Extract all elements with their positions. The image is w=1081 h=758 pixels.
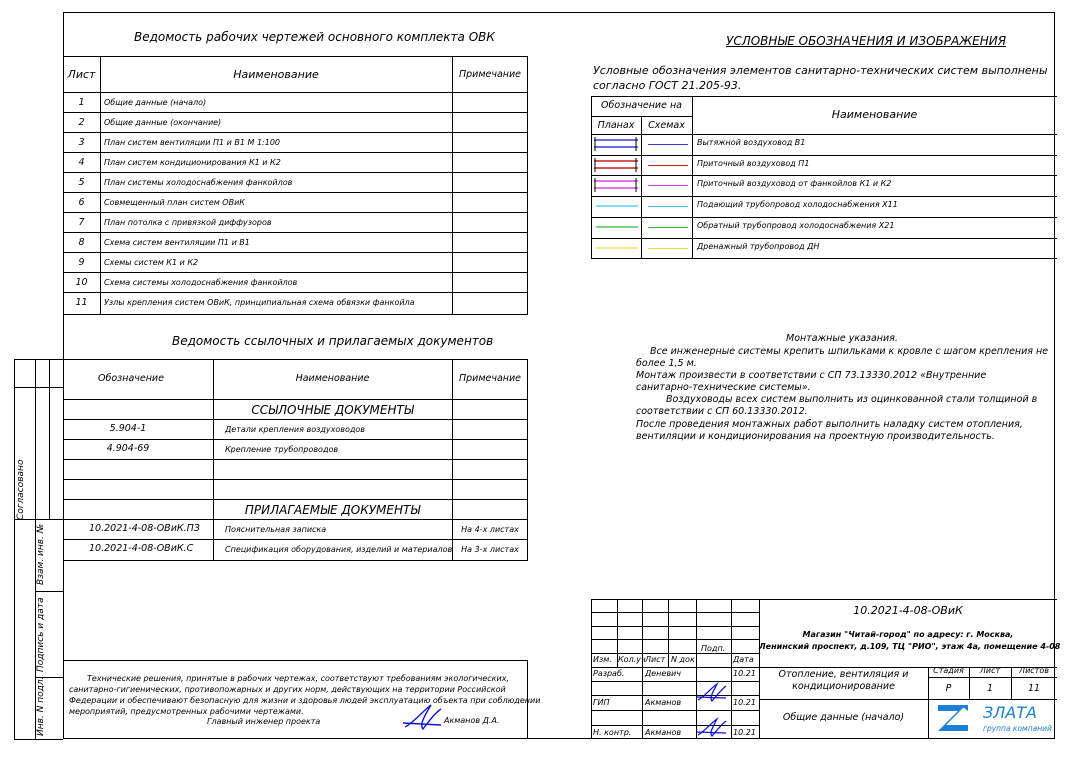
legend-scheme-line <box>648 248 688 249</box>
legend-plan-symbol <box>592 199 640 213</box>
drawing-row-name: План потолка с привязкой диффузоров <box>104 218 272 227</box>
name-developer: Деневич <box>645 669 681 678</box>
drawing-row-sheet: 9 <box>78 257 85 268</box>
drawing-row-name: Общие данные (начало) <box>104 98 207 107</box>
drawing-row-name: Совмещенный план систем ОВиК <box>104 198 245 207</box>
legend-scheme-line <box>648 165 688 166</box>
legend-title: УСЛОВНЫЕ ОБОЗНАЧЕНИЯ И ИЗОБРАЖЕНИЯ <box>726 34 1007 48</box>
name-gip: Акманов <box>645 698 682 707</box>
drawing-row-sheet: 7 <box>78 217 85 228</box>
att-row-note: На 3-х листах <box>461 545 519 554</box>
ref-header-note: Примечание <box>458 373 522 384</box>
legend-header-name: Наименование <box>831 108 918 121</box>
legend-row-name: Приточный воздуховод П1 <box>697 159 810 168</box>
drawing-row-name: План системы холодоснабжения фанкойлов <box>104 178 293 187</box>
mounting-line: санитарно-технические системы». <box>636 382 811 393</box>
inv-orig-label: Инв. N подл. <box>36 676 46 736</box>
date-gip: 10.21 <box>733 698 756 707</box>
sheet-title: Общие данные (начало) <box>782 712 905 723</box>
object-line2: Ленинский проспект, д.109, ТЦ "РИО", этаж 4а, помещение 4-08 <box>759 642 1061 651</box>
mounting-line: Все инженерные системы крепить шпильками к кровле с шагом крепления не <box>650 346 1049 357</box>
ref-docs-title: Ведомость ссылочных и прилагаемых документов <box>172 334 494 348</box>
drawing-row-name: Схема систем вентиляции П1 и В1 <box>104 238 250 247</box>
drawing-row-name: План систем кондиционирования К1 и К2 <box>104 158 281 167</box>
ref-row-designation: 4.904-69 <box>106 443 150 454</box>
mounting-line: Воздуховоды всех систем выполнить из оцинкованной стали толщиной в <box>666 394 1038 405</box>
legend-intro-line2: согласно ГОСТ 21.205-93. <box>593 79 742 92</box>
mounting-line: После проведения монтажных работ выполнить наладку систем отопления, <box>636 419 1023 430</box>
ref-row-designation: 5.904-1 <box>109 423 147 434</box>
legend-row-name: Обратный трубопровод холодоснабжения Х21 <box>697 221 895 230</box>
col-header-name: Наименование <box>233 68 319 81</box>
section-name-line2: кондиционирование <box>792 681 895 692</box>
legend-plan-symbol <box>592 137 640 151</box>
drawing-row-sheet: 2 <box>78 117 85 128</box>
legend-row-name: Дренажный трубопровод ДН <box>697 242 820 251</box>
role-gip: ГИП <box>593 698 610 707</box>
mounting-line: Монтаж произвести в соответствии с СП 73.13330.2012 «Внутренние <box>636 370 987 381</box>
doc-code: 10.2021-4-08-ОВиК <box>853 604 963 617</box>
tech-note-line: мероприятий, предусмотренных рабочими чертежами. <box>69 707 304 716</box>
replace-inv-label: Взам. инв. № <box>36 523 46 585</box>
drawing-row-name: План систем вентиляции П1 и В1 М 1:100 <box>104 138 281 147</box>
legend-scheme-line <box>648 206 688 207</box>
legend-intro-line1: Условные обозначения элементов санитарно-технических систем выполнены <box>593 64 1048 77</box>
col-header-note: Примечание <box>458 69 522 80</box>
drawing-row-sheet: 11 <box>75 297 88 308</box>
title-block <box>591 599 1061 739</box>
mounting-title: Монтажные указания. <box>786 333 898 344</box>
tech-note-line: санитарно-гигиенических, противопожарных и других норм, действующих на территории Российской <box>69 685 506 694</box>
drawing-row-sheet: 4 <box>78 157 85 168</box>
drawing-row-sheet: 10 <box>75 277 88 288</box>
role-developer: Разраб. <box>593 669 625 678</box>
col-izm: Изм. <box>593 655 612 664</box>
sign-date-label: Подпись и дата <box>36 597 46 672</box>
legend-plan-symbol <box>592 158 640 172</box>
legend-header-designation: Обозначение на <box>601 100 682 111</box>
drawings-list-title: Ведомость рабочих чертежей основного комплекта ОВК <box>134 30 495 44</box>
ref-header-name: Наименование <box>295 373 370 384</box>
drawing-row-name: Схема системы холодоснабжения фанкойлов <box>104 278 298 287</box>
agreed-label: Согласовано <box>16 459 26 520</box>
col-kol: Кол.уч <box>618 655 646 664</box>
col-list: Лист <box>645 655 666 664</box>
col-date: Дата <box>733 655 754 664</box>
stage-label: Стадия <box>933 666 964 675</box>
drawing-row-name: Общие данные (окончание) <box>104 118 222 127</box>
att-row-name: Пояснительная записка <box>225 525 327 534</box>
att-row-note: На 4-х листах <box>461 525 519 534</box>
ref-section-title: ССЫЛОЧНЫЕ ДОКУМЕНТЫ <box>251 403 414 417</box>
ncontrol-signature <box>695 717 729 739</box>
legend-row-name: Вытяжной воздуховод В1 <box>697 138 806 147</box>
att-section-title: ПРИЛАГАЕМЫЕ ДОКУМЕНТЫ <box>244 503 421 517</box>
drawing-row-sheet: 6 <box>78 197 85 208</box>
sheets-value: 11 <box>1027 683 1041 694</box>
chief-signature <box>401 703 445 733</box>
legend-plan-symbol <box>592 178 640 192</box>
stage-value: Р <box>945 683 952 694</box>
name-ncontrol: Акманов <box>645 728 682 737</box>
legend-row-name: Подающий трубопровод холодоснабжения Х11 <box>697 200 898 209</box>
drawing-row-name: Узлы крепления систем ОВиК, принципиальная схема обвязки фанкойла <box>104 298 415 307</box>
tech-note-line: Федерации и обеспечивают безопасную для жизни и здоровья людей эксплуатацию объекта при соблюдении <box>69 696 541 705</box>
technical-note <box>63 660 541 739</box>
legend-table <box>591 96 1057 258</box>
object-line1: Магазин "Читай-город" по адресу: г. Москва, <box>802 630 1014 639</box>
ref-row-name: Крепление трубопроводов <box>225 445 339 454</box>
company-sub: группа компаний <box>983 724 1052 733</box>
drawing-row-sheet: 5 <box>78 177 85 188</box>
col-ndoc: N док <box>671 655 695 664</box>
sheet-value: 1 <box>986 683 994 694</box>
att-row-name: Спецификация оборудования, изделий и материалов <box>225 545 453 554</box>
section-name-line1: Отопление, вентиляция и <box>778 669 909 680</box>
sheet-label: Лист <box>979 666 1001 675</box>
drawing-row-name: Схемы систем К1 и К2 <box>104 258 199 267</box>
role-ncontrol: Н. контр. <box>593 728 632 737</box>
col-sign: Подп. <box>701 644 726 653</box>
legend-header-plans: Планах <box>597 120 635 131</box>
chief-engineer-label: Главный инженер проекта <box>207 717 321 726</box>
legend-scheme-line <box>648 227 688 228</box>
drawing-row-sheet: 3 <box>78 137 85 148</box>
col-header-sheet: Лист <box>67 68 96 81</box>
ref-header-designation: Обозначение <box>98 373 164 384</box>
drawings-list-table <box>63 56 528 314</box>
gip-signature <box>695 682 729 704</box>
chief-engineer-name: Акманов Д.А. <box>444 716 500 725</box>
legend-header-schemes: Схемах <box>648 120 685 131</box>
date-ncontrol: 10.21 <box>733 728 756 737</box>
legend-scheme-line <box>648 185 688 186</box>
drawing-row-sheet: 1 <box>78 97 85 108</box>
company-name: ЗЛАТА <box>983 703 1037 722</box>
mounting-line: соответствии с СП 60.13330.2012. <box>636 406 808 417</box>
sheets-label: Листов <box>1019 666 1049 675</box>
ref-docs-table <box>63 359 528 561</box>
legend-plan-symbol <box>592 220 640 234</box>
ref-row-name: Детали крепления воздуховодов <box>225 425 365 434</box>
legend-plan-symbol <box>592 241 640 255</box>
legend-row-name: Приточный воздуховод от фанкойлов К1 и К2 <box>697 179 892 188</box>
mounting-line: более 1,5 м. <box>636 358 697 369</box>
tech-note-line: Технические решения, принятые в рабочих чертежах, соответствуют требованиям экологических, <box>87 674 509 683</box>
drawing-row-sheet: 8 <box>78 237 85 248</box>
mounting-line: вентиляции и кондиционирования на проектную производительность. <box>636 431 995 442</box>
date-developer: 10.21 <box>733 669 756 678</box>
att-row-designation: 10.2021-4-08-ОВиК.С <box>89 543 194 554</box>
legend-scheme-line <box>648 144 688 145</box>
company-logo-icon <box>936 703 970 733</box>
att-row-designation: 10.2021-4-08-ОВиК.ПЗ <box>89 523 200 534</box>
